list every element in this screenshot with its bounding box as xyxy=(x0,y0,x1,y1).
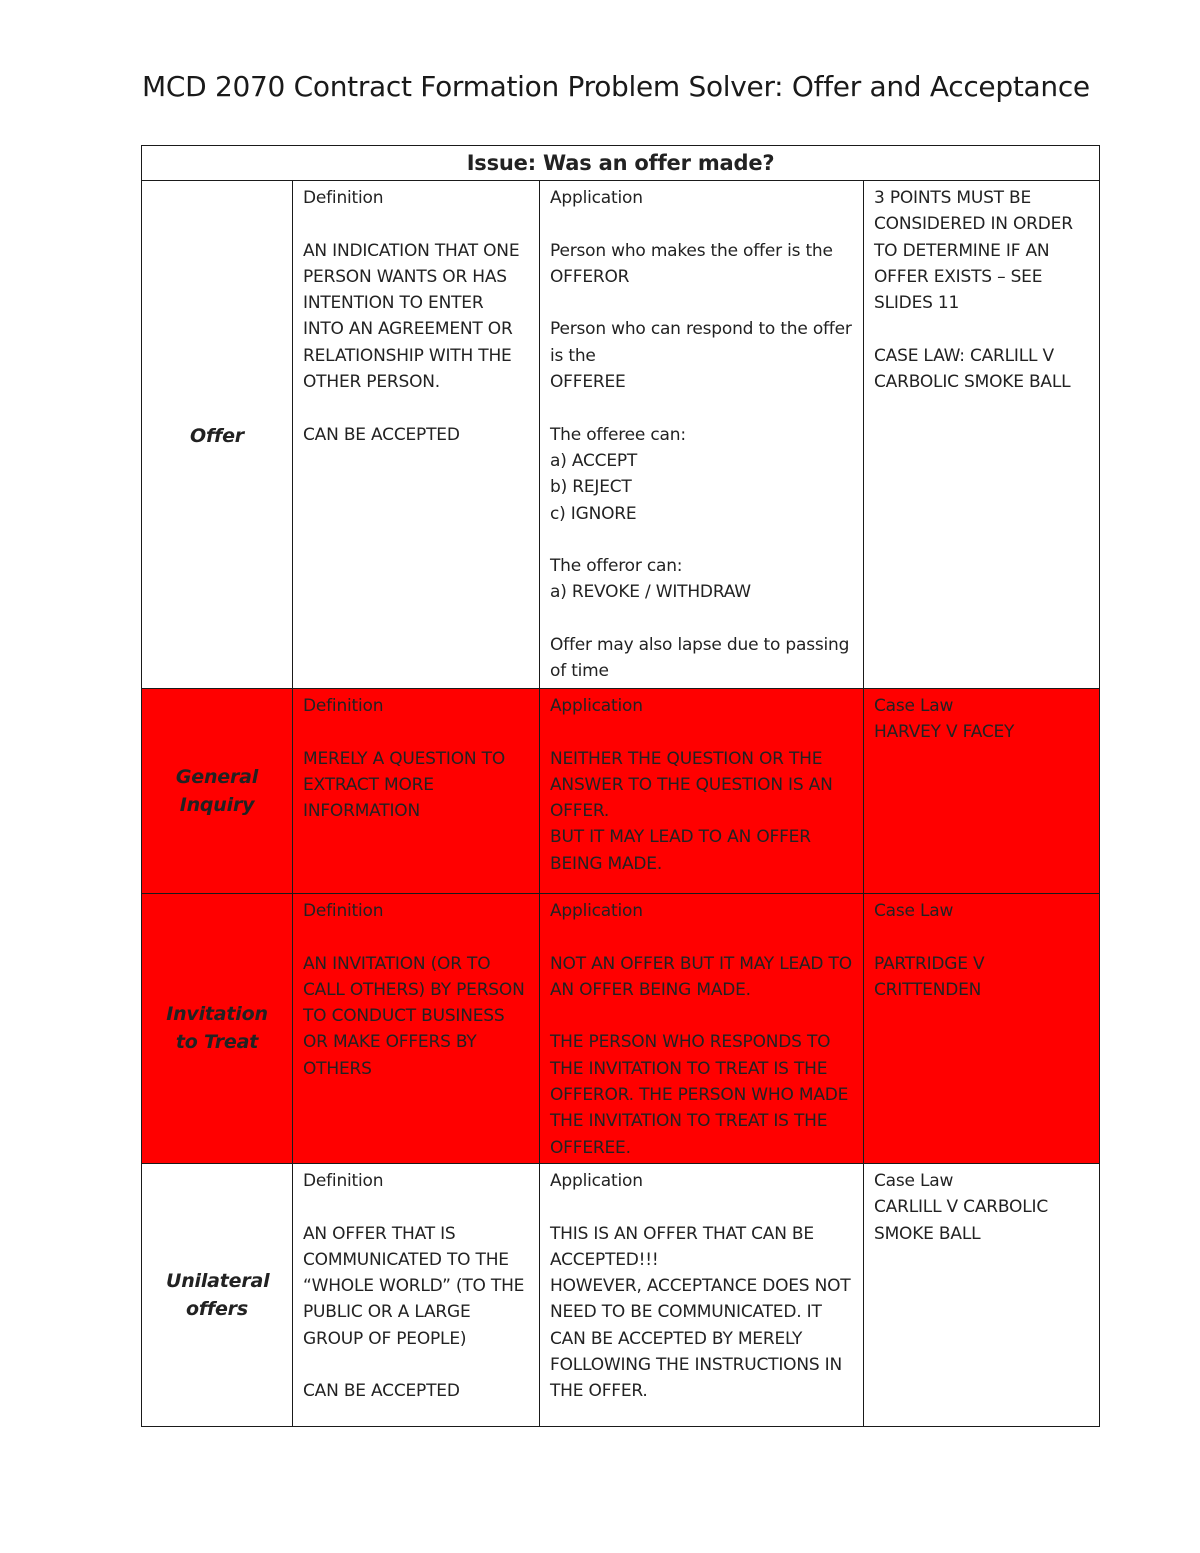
notes-heading: Case Law xyxy=(874,696,954,716)
definition-line: AN OFFER THAT IS COMMUNICATED TO THE “WHOLE WORLD” (TO THE PUBLIC OR A LARGE GROUP OF PEOPLE) xyxy=(303,1223,525,1349)
definition-heading: Definition xyxy=(303,696,384,716)
application-cell xyxy=(540,689,864,894)
blank-line xyxy=(550,290,853,316)
blank-line xyxy=(874,924,1089,950)
notes-line: HARVEY V FACEY xyxy=(874,722,1015,743)
application-line: a) ACCEPT xyxy=(550,450,638,471)
notes-line: PARTRIDGE V CRITTENDEN xyxy=(874,953,985,1000)
blank-line xyxy=(550,719,853,745)
blank-line xyxy=(550,1003,853,1029)
blank-line xyxy=(550,606,853,632)
notes-cell xyxy=(864,689,1100,894)
application-line: Person who can respond to the offer is the xyxy=(550,319,852,366)
blank-line xyxy=(303,719,529,745)
row-offer xyxy=(142,181,1100,689)
application-heading: Application xyxy=(550,696,643,716)
definition-cell xyxy=(293,894,540,1164)
application-line: a) REVOKE / WITHDRAW xyxy=(550,582,751,603)
definition-heading: Definition xyxy=(303,901,384,921)
row-unilateral-offers xyxy=(142,1163,1100,1426)
application-line: The offeror can: xyxy=(550,556,683,577)
application-heading: Application xyxy=(550,1170,643,1191)
notes-cell xyxy=(864,894,1100,1164)
application-line: b) REJECT xyxy=(550,477,632,498)
definition-line: AN INVITATION (OR TO CALL OTHERS) BY PERSON TO CONDUCT BUSINESS OR MAKE OFFERS BY OTHERS xyxy=(303,953,525,1079)
blank-line xyxy=(550,211,853,237)
application-line: THIS IS AN OFFER THAT CAN BE ACCEPTED!!! xyxy=(550,1223,814,1270)
row-label: General Inquiry xyxy=(142,689,293,894)
blank-line xyxy=(303,211,529,237)
blank-line xyxy=(550,1194,853,1220)
issue-row xyxy=(142,146,1100,181)
notes-line: CASE LAW: CARLILL V CARBOLIC SMOKE BALL xyxy=(874,345,1071,393)
application-line: NEITHER THE QUESTION OR THE ANSWER TO THE QUESTION IS AN OFFER. xyxy=(550,748,833,822)
definition-line: AN INDICATION THAT ONE PERSON WANTS OR HAS INTENTION TO ENTER INTO AN AGREEMENT OR RELATIONSHIP WITH THE OTHER PERSON. xyxy=(303,240,520,393)
application-line: OFFEREE xyxy=(550,372,626,393)
definition-line: CAN BE ACCEPTED xyxy=(303,424,460,445)
page-title: MCD 2070 Contract Formation Problem Solver: Offer and Acceptance xyxy=(142,70,1090,103)
row-general-inquiry xyxy=(142,689,1100,894)
definition-heading: Definition xyxy=(303,1170,384,1191)
blank-line xyxy=(550,924,853,950)
application-line: NOT AN OFFER BUT IT MAY LEAD TO AN OFFER BEING MADE. xyxy=(550,953,852,1000)
application-heading: Application xyxy=(550,901,643,921)
blank-line xyxy=(550,395,853,421)
problem-solver-table xyxy=(141,145,1100,1427)
application-line: c) IGNORE xyxy=(550,503,637,524)
definition-heading: Definition xyxy=(303,188,384,208)
application-line: HOWEVER, ACCEPTANCE DOES NOT NEED TO BE COMMUNICATED. IT CAN BE ACCEPTED BY MERELY FOLLOWING THE INSTRUCTIONS IN THE OFFER. xyxy=(550,1276,851,1402)
application-line: Person who makes the offer is the OFFEROR xyxy=(550,240,833,287)
blank-line xyxy=(303,924,529,950)
application-heading: Application xyxy=(550,188,643,208)
application-cell xyxy=(540,894,864,1164)
application-cell xyxy=(540,181,864,689)
issue-heading: Issue: Was an offer made? xyxy=(142,146,1100,181)
notes-cell xyxy=(864,181,1100,689)
notes-heading: 3 POINTS MUST BE CONSIDERED IN ORDER TO DETERMINE IF AN OFFER EXISTS – SEE SLIDES 11 xyxy=(874,188,1073,314)
notes-cell xyxy=(864,1163,1100,1426)
application-line: BUT IT MAY LEAD TO AN OFFER BEING MADE. xyxy=(550,827,811,874)
notes-line: CARLILL V CARBOLIC SMOKE BALL xyxy=(874,1197,1048,1244)
row-label: Unilateral offers xyxy=(142,1163,293,1426)
blank-line xyxy=(303,1194,529,1220)
application-line: THE PERSON WHO RESPONDS TO THE INVITATION TO TREAT IS THE OFFEROR. THE PERSON WHO MADE THE INVITATION TO TREAT IS THE OFFEREE. xyxy=(550,1032,849,1158)
definition-cell xyxy=(293,181,540,689)
blank-line xyxy=(550,527,853,553)
row-invitation-to-treat xyxy=(142,894,1100,1164)
row-label: Offer xyxy=(142,181,293,689)
definition-line: MERELY A QUESTION TO EXTRACT MORE INFORMATION xyxy=(303,748,506,822)
definition-cell xyxy=(293,1163,540,1426)
application-cell xyxy=(540,1163,864,1426)
definition-line: CAN BE ACCEPTED xyxy=(303,1381,460,1402)
application-line: Offer may also lapse due to passing of time xyxy=(550,635,850,682)
notes-heading: Case Law xyxy=(874,901,954,921)
blank-line xyxy=(874,316,1089,342)
application-line: The offeree can: xyxy=(550,424,686,445)
row-label: Invitation to Treat xyxy=(142,894,293,1164)
definition-cell xyxy=(293,689,540,894)
blank-line xyxy=(303,395,529,421)
notes-heading: Case Law xyxy=(874,1170,954,1191)
blank-line xyxy=(303,1352,529,1378)
